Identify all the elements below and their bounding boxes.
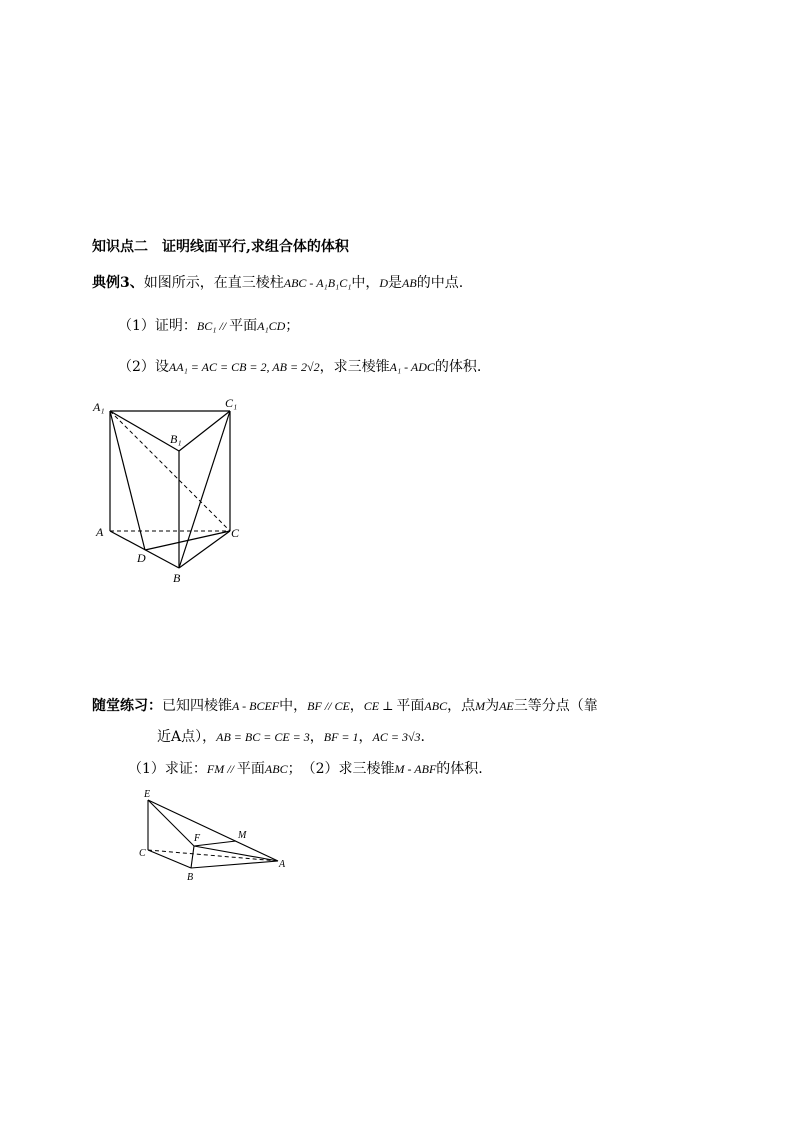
edge-ba xyxy=(191,861,278,868)
label-b2: B xyxy=(187,872,194,883)
segment-bc1 xyxy=(179,411,230,568)
example-label: 典例3、 xyxy=(92,275,144,291)
label-m: M xyxy=(238,830,247,841)
label-a1: A₁ xyxy=(93,400,105,414)
prism-name: ABC - A₁B₁C₁ xyxy=(283,276,352,290)
label-b: B xyxy=(173,571,181,585)
example-3-question-1: （1）证明：BC₁ // 平面A₁CD； xyxy=(118,318,300,334)
edge-fb xyxy=(191,846,194,868)
label-b1: B₁ xyxy=(170,432,182,446)
label-c2: C xyxy=(139,848,146,859)
edge-fa xyxy=(194,846,278,861)
label-c: C xyxy=(231,526,240,540)
edge-b1c1 xyxy=(179,411,230,451)
edge-ef xyxy=(148,800,194,846)
edge-a1b1 xyxy=(110,411,179,451)
practice-statement-line-2: 近A点），AB = BC = CE = 3，BF = 1，AC = 3√3. xyxy=(157,729,425,745)
label-d: D xyxy=(137,551,146,565)
section-title: 知识点二 证明线面平行,求组合体的体积 xyxy=(92,239,349,255)
edge-ea xyxy=(148,800,278,861)
segment-a1d xyxy=(110,411,145,550)
practice-statement-line-1: 随堂练习：已知四棱锥A - BCEF中，BF // CE，CE ⊥ 平面ABC，点M为AE三等分点（靠 xyxy=(92,698,598,714)
practice-label: 随堂练习： xyxy=(92,698,162,714)
label-a: A xyxy=(96,525,104,539)
prism-figure xyxy=(90,395,260,590)
example-3-statement: 典例3、如图所示，在直三棱柱ABC - A₁B₁C₁中，D是AB的中点. xyxy=(92,275,464,291)
practice-questions: （1）求证：FM // 平面ABC； （2）求三棱锥M - ABF的体积. xyxy=(128,761,483,777)
label-e: E xyxy=(144,789,151,800)
pyramid-figure xyxy=(136,786,296,886)
segment-fm xyxy=(194,841,236,846)
hidden-segment-a1c xyxy=(110,411,230,531)
label-f: F xyxy=(194,833,201,844)
label-c1: C₁ xyxy=(225,396,238,410)
example-3-question-2: （2）设AA₁ = AC = CB = 2, AB = 2√2，求三棱锥A₁ - ADC的体积. xyxy=(118,359,482,375)
label-a2: A xyxy=(279,859,286,870)
